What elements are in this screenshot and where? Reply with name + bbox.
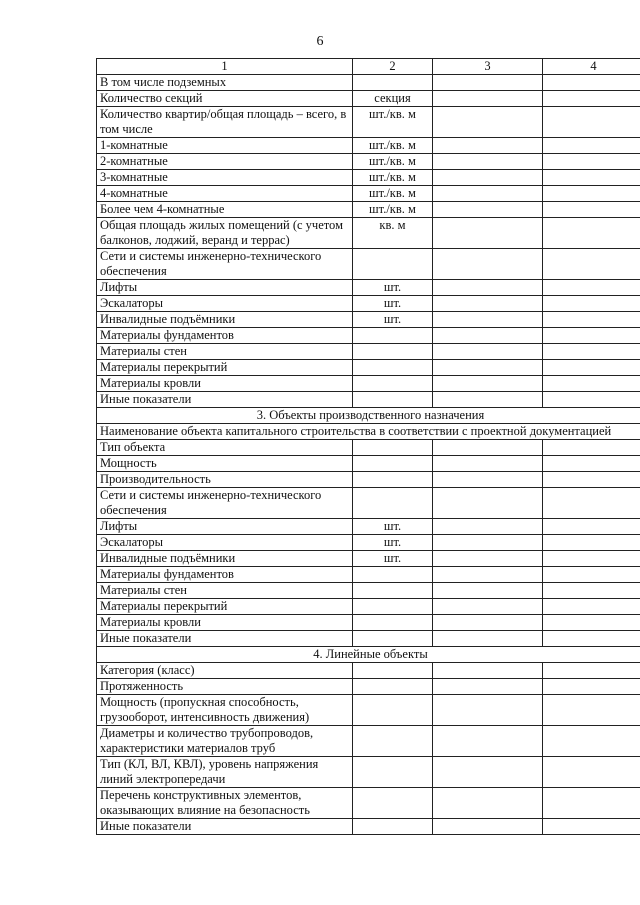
value-cell bbox=[543, 138, 640, 154]
row-label: Материалы фундаментов bbox=[97, 328, 353, 344]
table-row bbox=[97, 154, 640, 170]
value-cell bbox=[433, 679, 543, 695]
value-cell bbox=[543, 392, 640, 408]
value-cell bbox=[433, 107, 543, 138]
row-label: Количество квартир/общая площадь – всего, в том числе bbox=[97, 107, 353, 138]
value-cell bbox=[543, 757, 640, 788]
value-cell bbox=[433, 551, 543, 567]
value-cell bbox=[433, 519, 543, 535]
row-label: Лифты bbox=[97, 280, 353, 296]
row-unit: шт./кв. м bbox=[353, 138, 433, 154]
value-cell bbox=[543, 186, 640, 202]
table-row bbox=[97, 819, 640, 835]
value-cell bbox=[433, 583, 543, 599]
value-cell bbox=[543, 819, 640, 835]
row-unit bbox=[353, 75, 433, 91]
table-row bbox=[97, 519, 640, 535]
row-unit bbox=[353, 328, 433, 344]
value-cell bbox=[433, 695, 543, 726]
table-row bbox=[97, 615, 640, 631]
table-row bbox=[97, 726, 640, 757]
value-cell bbox=[433, 170, 543, 186]
row-label: Более чем 4-комнатные bbox=[97, 202, 353, 218]
row-label: Мощность bbox=[97, 456, 353, 472]
row-unit bbox=[353, 249, 433, 280]
value-cell bbox=[543, 519, 640, 535]
value-cell bbox=[543, 376, 640, 392]
value-cell bbox=[543, 726, 640, 757]
value-cell bbox=[543, 788, 640, 819]
row-unit: секция bbox=[353, 91, 433, 107]
value-cell bbox=[433, 344, 543, 360]
row-label: Сети и системы инженерно-технического обеспечения bbox=[97, 249, 353, 280]
row-unit bbox=[353, 663, 433, 679]
row-unit: шт./кв. м bbox=[353, 170, 433, 186]
value-cell bbox=[543, 91, 640, 107]
table-row bbox=[97, 392, 640, 408]
column-number: 1 bbox=[97, 59, 353, 75]
value-cell bbox=[543, 456, 640, 472]
table-row bbox=[97, 472, 640, 488]
row-label: Материалы фундаментов bbox=[97, 567, 353, 583]
table-row bbox=[97, 107, 640, 138]
row-label: Наименование объекта капитального строительства в соответствии с проектной документацией bbox=[97, 424, 640, 440]
value-cell bbox=[543, 218, 640, 249]
table-row bbox=[97, 551, 640, 567]
table-row bbox=[97, 360, 640, 376]
row-label: Материалы стен bbox=[97, 344, 353, 360]
table-row bbox=[97, 202, 640, 218]
table-body bbox=[97, 59, 640, 835]
table-row bbox=[97, 75, 640, 91]
value-cell bbox=[433, 615, 543, 631]
row-unit: шт. bbox=[353, 535, 433, 551]
value-cell bbox=[433, 535, 543, 551]
value-cell bbox=[543, 583, 640, 599]
table-row bbox=[97, 249, 640, 280]
table-row bbox=[97, 296, 640, 312]
value-cell bbox=[433, 440, 543, 456]
value-cell bbox=[543, 344, 640, 360]
row-unit bbox=[353, 583, 433, 599]
row-label: Протяженность bbox=[97, 679, 353, 695]
row-label: Производительность bbox=[97, 472, 353, 488]
value-cell bbox=[433, 599, 543, 615]
value-cell bbox=[433, 218, 543, 249]
value-cell bbox=[543, 551, 640, 567]
value-cell bbox=[543, 535, 640, 551]
value-cell bbox=[543, 312, 640, 328]
row-unit: шт./кв. м bbox=[353, 107, 433, 138]
row-unit bbox=[353, 376, 433, 392]
row-unit: кв. м bbox=[353, 218, 433, 249]
value-cell bbox=[433, 360, 543, 376]
table-row bbox=[97, 488, 640, 519]
row-unit: шт. bbox=[353, 551, 433, 567]
table-row bbox=[97, 535, 640, 551]
value-cell bbox=[433, 376, 543, 392]
table-row bbox=[97, 567, 640, 583]
section-title: 4. Линейные объекты bbox=[97, 647, 640, 663]
value-cell bbox=[543, 631, 640, 647]
value-cell bbox=[543, 328, 640, 344]
table-row bbox=[97, 788, 640, 819]
row-label: 3-комнатные bbox=[97, 170, 353, 186]
value-cell bbox=[433, 296, 543, 312]
row-label: Категория (класс) bbox=[97, 663, 353, 679]
row-unit bbox=[353, 615, 433, 631]
value-cell bbox=[433, 567, 543, 583]
value-cell bbox=[543, 440, 640, 456]
row-label: Материалы перекрытий bbox=[97, 360, 353, 376]
table-row bbox=[97, 695, 640, 726]
table-row bbox=[97, 679, 640, 695]
value-cell bbox=[433, 488, 543, 519]
row-label: 2-комнатные bbox=[97, 154, 353, 170]
value-cell bbox=[433, 757, 543, 788]
row-label: Инвалидные подъёмники bbox=[97, 312, 353, 328]
section-header-row bbox=[97, 408, 640, 424]
table-row bbox=[97, 344, 640, 360]
row-unit bbox=[353, 599, 433, 615]
row-unit bbox=[353, 488, 433, 519]
row-unit bbox=[353, 440, 433, 456]
value-cell bbox=[543, 663, 640, 679]
row-unit bbox=[353, 788, 433, 819]
value-cell bbox=[543, 75, 640, 91]
table-row bbox=[97, 328, 640, 344]
table-row bbox=[97, 91, 640, 107]
value-cell bbox=[543, 679, 640, 695]
row-label: 4-комнатные bbox=[97, 186, 353, 202]
value-cell bbox=[543, 599, 640, 615]
value-cell bbox=[433, 186, 543, 202]
table-row bbox=[97, 280, 640, 296]
row-label: Материалы перекрытий bbox=[97, 599, 353, 615]
value-cell bbox=[433, 631, 543, 647]
row-label: Сети и системы инженерно-технического обеспечения bbox=[97, 488, 353, 519]
value-cell bbox=[433, 726, 543, 757]
value-cell bbox=[433, 249, 543, 280]
row-label: Инвалидные подъёмники bbox=[97, 551, 353, 567]
row-unit: шт. bbox=[353, 519, 433, 535]
column-number: 3 bbox=[433, 59, 543, 75]
value-cell bbox=[543, 472, 640, 488]
row-unit bbox=[353, 456, 433, 472]
section-title: 3. Объекты производственного назначения bbox=[97, 408, 640, 424]
value-cell bbox=[543, 107, 640, 138]
value-cell bbox=[433, 202, 543, 218]
row-unit bbox=[353, 360, 433, 376]
row-label: 1-комнатные bbox=[97, 138, 353, 154]
table-row bbox=[97, 376, 640, 392]
value-cell bbox=[433, 138, 543, 154]
value-cell bbox=[543, 249, 640, 280]
value-cell bbox=[543, 202, 640, 218]
value-cell bbox=[543, 170, 640, 186]
value-cell bbox=[433, 819, 543, 835]
row-unit bbox=[353, 567, 433, 583]
row-label: Иные показатели bbox=[97, 392, 353, 408]
value-cell bbox=[543, 615, 640, 631]
row-unit bbox=[353, 679, 433, 695]
column-number: 4 bbox=[543, 59, 640, 75]
table-row bbox=[97, 424, 640, 440]
table-row bbox=[97, 583, 640, 599]
row-unit bbox=[353, 819, 433, 835]
column-number: 2 bbox=[353, 59, 433, 75]
row-unit bbox=[353, 344, 433, 360]
row-label: Иные показатели bbox=[97, 819, 353, 835]
value-cell bbox=[433, 328, 543, 344]
table-row bbox=[97, 440, 640, 456]
table-row bbox=[97, 218, 640, 249]
row-unit bbox=[353, 695, 433, 726]
row-unit: шт. bbox=[353, 296, 433, 312]
value-cell bbox=[433, 280, 543, 296]
row-label: Материалы кровли bbox=[97, 615, 353, 631]
value-cell bbox=[433, 392, 543, 408]
row-unit bbox=[353, 631, 433, 647]
value-cell bbox=[543, 567, 640, 583]
value-cell bbox=[433, 663, 543, 679]
table-row bbox=[97, 312, 640, 328]
row-unit: шт./кв. м bbox=[353, 154, 433, 170]
row-unit bbox=[353, 757, 433, 788]
value-cell bbox=[543, 695, 640, 726]
indicators-table bbox=[96, 58, 640, 835]
column-number-row bbox=[97, 59, 640, 75]
value-cell bbox=[543, 154, 640, 170]
row-unit bbox=[353, 472, 433, 488]
table-row bbox=[97, 663, 640, 679]
value-cell bbox=[433, 788, 543, 819]
row-label: Тип (КЛ, ВЛ, КВЛ), уровень напряжения линий электропередачи bbox=[97, 757, 353, 788]
row-label: Материалы стен bbox=[97, 583, 353, 599]
table-row bbox=[97, 757, 640, 788]
page-number: 6 bbox=[316, 34, 324, 49]
table-row bbox=[97, 599, 640, 615]
value-cell bbox=[433, 472, 543, 488]
row-unit: шт. bbox=[353, 280, 433, 296]
row-unit: шт./кв. м bbox=[353, 186, 433, 202]
value-cell bbox=[433, 75, 543, 91]
section-header-row bbox=[97, 647, 640, 663]
value-cell bbox=[543, 280, 640, 296]
value-cell bbox=[433, 312, 543, 328]
row-label: Тип объекта bbox=[97, 440, 353, 456]
row-unit bbox=[353, 392, 433, 408]
row-label: Общая площадь жилых помещений (с учетом балконов, лоджий, веранд и террас) bbox=[97, 218, 353, 249]
row-label: Перечень конструктивных элементов, оказывающих влияние на безопасность bbox=[97, 788, 353, 819]
table-row bbox=[97, 186, 640, 202]
row-label: Лифты bbox=[97, 519, 353, 535]
value-cell bbox=[543, 360, 640, 376]
row-unit bbox=[353, 726, 433, 757]
row-unit: шт./кв. м bbox=[353, 202, 433, 218]
row-label: Иные показатели bbox=[97, 631, 353, 647]
table-row bbox=[97, 138, 640, 154]
value-cell bbox=[433, 91, 543, 107]
row-label: Количество секций bbox=[97, 91, 353, 107]
row-label: Мощность (пропускная способность, грузооборот, интенсивность движения) bbox=[97, 695, 353, 726]
row-label: Диаметры и количество трубопроводов, характеристики материалов труб bbox=[97, 726, 353, 757]
value-cell bbox=[543, 488, 640, 519]
value-cell bbox=[543, 296, 640, 312]
table-row bbox=[97, 170, 640, 186]
row-label: Эскалаторы bbox=[97, 535, 353, 551]
row-label: Эскалаторы bbox=[97, 296, 353, 312]
row-label: Материалы кровли bbox=[97, 376, 353, 392]
value-cell bbox=[433, 154, 543, 170]
value-cell bbox=[433, 456, 543, 472]
row-unit: шт. bbox=[353, 312, 433, 328]
table-row bbox=[97, 631, 640, 647]
table-row bbox=[97, 456, 640, 472]
row-label: В том числе подземных bbox=[97, 75, 353, 91]
